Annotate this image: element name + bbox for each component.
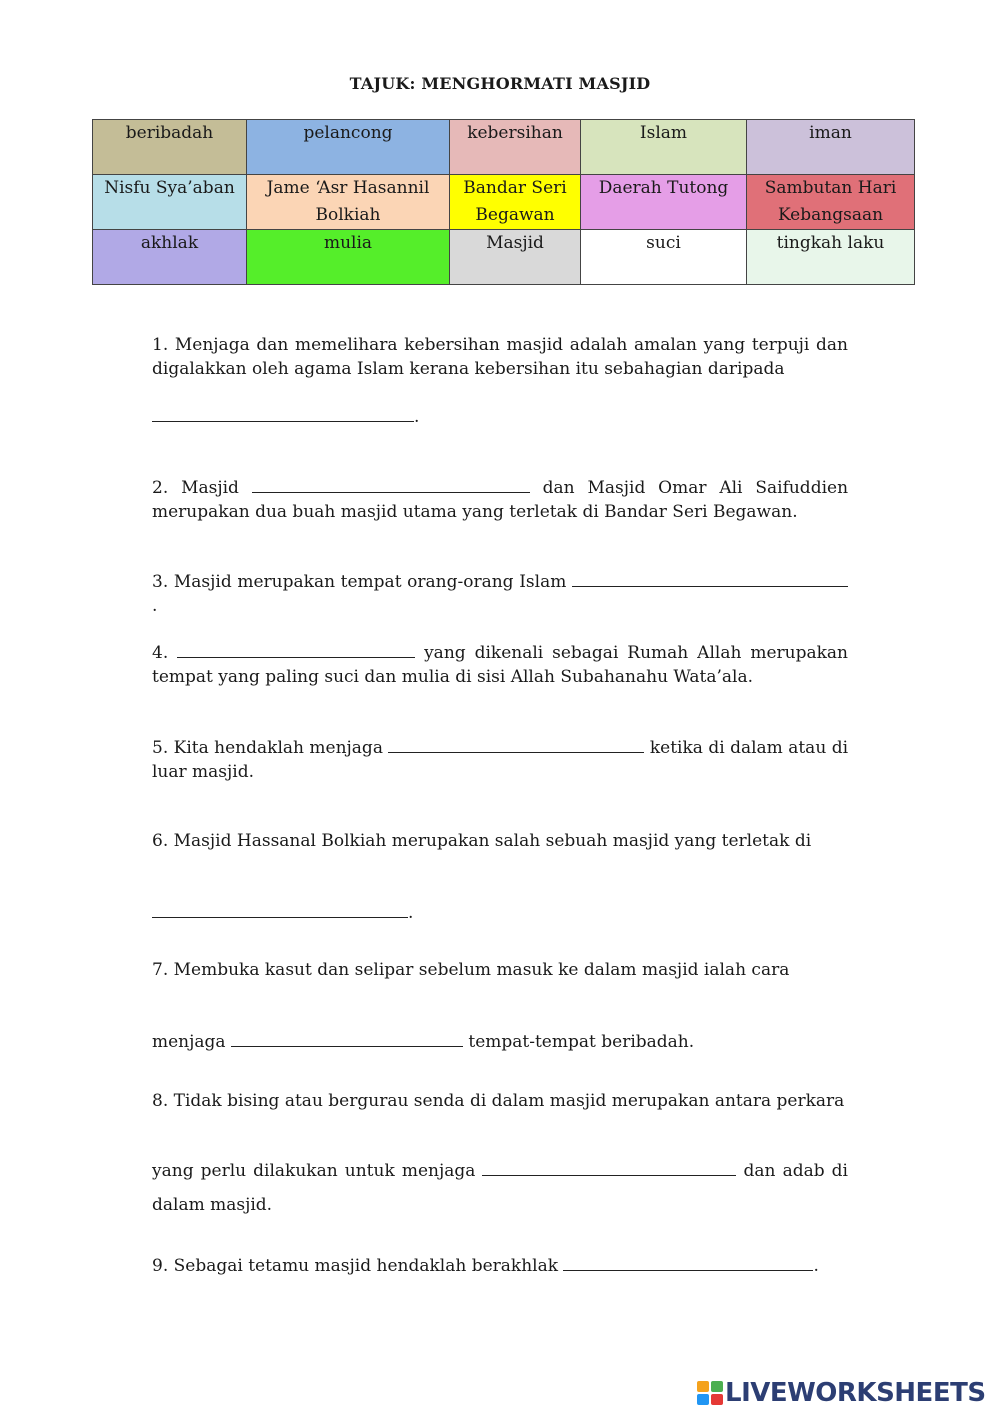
word-bank-cell[interactable]: kebersihan [450,120,581,175]
question-3-blank[interactable] [572,569,848,587]
question-8-line-1 [152,1089,848,1113]
question-7-text: 7. Membuka kasut dan selipar sebelum masuk ke dalam masjid ialah cara [152,960,790,980]
question-8-blank[interactable] [482,1158,736,1176]
question-6-text: 6. Masjid Hassanal Bolkiah merupakan salah sebuah masjid yang terletak di [152,831,812,851]
question-9-start: 9. Sebagai tetamu masjid hendaklah berakhlak [152,1256,559,1276]
word-bank-table [92,119,915,285]
question-7-line-2 [152,1029,848,1054]
question-4 [152,640,848,689]
word-bank-cell[interactable]: suci [581,230,747,285]
question-1-end: . [414,407,420,427]
question-3 [152,569,848,618]
question-4-start: 4. [152,643,169,663]
question-9 [152,1253,848,1278]
question-1-blank[interactable] [152,404,414,422]
question-3-end: . [152,596,158,616]
question-1 [152,333,848,381]
word-bank-cell[interactable]: Daerah Tutong [581,175,747,230]
mark-square [711,1394,723,1405]
word-bank-cell[interactable]: Masjid [450,230,581,285]
question-6-answer-line [152,900,413,923]
word-bank-cell[interactable]: Jame ‘Asr Hasannil Bolkiah [247,175,450,230]
liveworksheets-mark-icon [697,1381,723,1405]
word-bank-cell[interactable]: Bandar Seri Begawan [450,175,581,230]
question-8-start: yang perlu dilakukan untuk menjaga [152,1161,476,1181]
question-7-start: menjaga [152,1032,226,1052]
word-bank-cell[interactable]: Islam [581,120,747,175]
question-6 [152,829,848,853]
word-bank-cell[interactable]: mulia [247,230,450,285]
question-1-answer-line [152,404,419,427]
word-bank-row [93,175,915,230]
liveworksheets-logo [697,1378,986,1408]
question-2-blank[interactable] [252,475,530,493]
question-7-line-1 [152,958,848,982]
word-bank-cell[interactable]: pelancong [247,120,450,175]
liveworksheets-logo-text: LIVEWORKSHEETS [725,1378,986,1408]
word-bank-cell[interactable]: Sambutan Hari Kebangsaan [747,175,915,230]
word-bank-cell[interactable]: Nisfu Sya’aban [93,175,247,230]
word-bank-row [93,230,915,285]
question-7-end: tempat-tempat beribadah. [468,1032,695,1052]
question-2 [152,475,848,524]
mark-square [697,1381,709,1392]
question-5-blank[interactable] [388,735,644,753]
question-2-start: 2. Masjid [152,478,239,498]
question-5 [152,735,848,784]
question-6-end: . [408,903,414,923]
question-4-end: yang dikenali sebagai Rumah Allah merupakan tempat yang paling suci dan mulia di sisi Allah Subahanahu Wata’ala. [152,643,848,687]
question-2-end: dan Masjid Omar Ali Saifuddien merupakan dua buah masjid utama yang terletak di Bandar Seri Begawan. [152,478,849,522]
question-7-blank[interactable] [231,1029,463,1047]
question-4-blank[interactable] [177,640,415,658]
mark-square [697,1394,709,1405]
question-5-end: ketika di dalam atau di luar masjid. [152,738,849,782]
worksheet-title: TAJUK: MENGHORMATI MASJID [349,74,651,93]
question-8-text: 8. Tidak bising atau bergurau senda di dalam masjid merupakan antara perkara [152,1091,845,1111]
word-bank-row [93,120,915,175]
word-bank-cell[interactable]: beribadah [93,120,247,175]
question-5-start: 5. Kita hendaklah menjaga [152,738,383,758]
word-bank-cell[interactable]: akhlak [93,230,247,285]
question-9-blank[interactable] [563,1253,813,1271]
mark-square [711,1381,723,1392]
question-8-end: dan adab di dalam masjid. [152,1161,848,1215]
question-1-text: 1. Menjaga dan memelihara kebersihan masjid adalah amalan yang terpuji dan digalakkan oleh agama Islam kerana kebersihan itu sebahagian daripada [152,335,848,379]
word-bank-cell[interactable]: iman [747,120,915,175]
question-3-start: 3. Masjid merupakan tempat orang-orang Islam [152,572,567,592]
question-8-line-2 [152,1154,848,1222]
question-9-end: . [813,1256,819,1276]
question-6-blank[interactable] [152,900,408,918]
word-bank-cell[interactable]: tingkah laku [747,230,915,285]
